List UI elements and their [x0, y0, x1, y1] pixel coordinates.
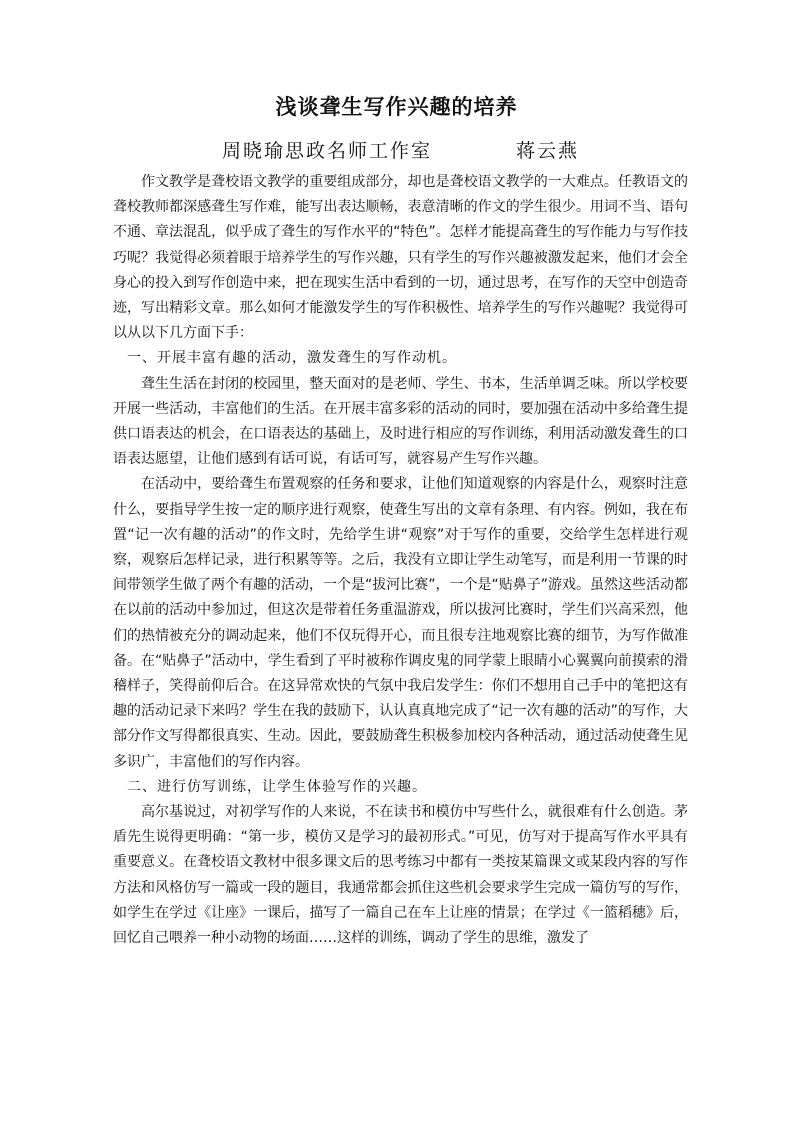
article-title: 浅谈聋生写作兴趣的培养: [275, 95, 518, 119]
section-heading-2: 二、进行仿写训练，让学生体验写作的兴趣。: [127, 778, 427, 795]
author-name: 蒋云燕: [516, 140, 580, 162]
body-paragraph: 在活动中，要给聋生布置观察的任务和要求，让他们知道观察的内容是什么，观察时注意什么，要指导学生按一定的顺序进行观察，使聋生写出的文章有条理、有内容。例如，我在布置“记一次有趣的活动”的作文时，先给学生讲“观察”对于写作的重要，交给学生怎样进行观察，观察后怎样记录，进行积累等等。之后，我没有立即让学生动笔写，而是利用一节课的时间带领学生做了两个有趣的活动，一个是“拔河比赛”，一个是“贴鼻子”游戏。虽然这些活动都在以前的活动中参加过，但这次是带着任务重温游戏，所以拔河比赛时，学生们兴高采烈，他们的热情被充分的调动起来，他们不仅玩得开心，而且很专注地观察比赛的细节，为写作做准备。在“贴鼻子”活动中，学生看到了平时被称作调皮鬼的同学蒙上眼睛小心翼翼向前摸索的滑稽样子，笑得前仰后合。在这异常欢快的气氛中我启发学生：你们不想用自己手中的笔把这有趣的活动记录下来吗？学生在我的鼓励下，认认真真地完成了“记一次有趣的活动”的写作，大部分作文写得都很真实、生动。因此，要鼓励聋生积极参加校内各种活动，通过活动使聋生见多识广，丰富他们的写作内容。: [113, 476, 689, 770]
body-paragraph: 高尔基说过，对初学写作的人来说，不在读书和模仿中写些什么，就很难有什么创造。茅盾先生说得更明确：“第一步，模仿又是学习的最初形式。”可见，仿写对于提高写作水平具有重要意义。在聋校语文教材中很多课文后的思考练习中都有一类按某篇课文或某段内容的写作方法和风格仿写一篇或一段的题目，我通常都会抓住这些机会要求学生完成一篇仿写的写作，如学生在学过《让座》一课后，描写了一篇自己在车上让座的情景；在学过《一篮稻穗》后，回忆自己喂养一种小动物的场面……这样的训练，调动了学生的思维，激发了: [113, 804, 688, 947]
section-heading-1: 一、开展丰富有趣的活动，激发聋生的写作动机。: [127, 350, 457, 367]
studio-name: 周晓瑜思政名师工作室: [222, 140, 433, 162]
intro-paragraph: 作文教学是聋校语文教学的重要组成部分，却也是聋校语文教学的一大难点。任教语文的聋校教师都深感聋生写作难，能写出表达顺畅，表意清晰的作文的学生很少。用词不当、语句不通、章法混乱，似乎成了聋生的写作水平的“特色”。怎样才能提高聋生的写作能力与写作技巧呢？我觉得必须着眼于培养学生的写作兴趣，只有学生的写作兴趣被激发起来，他们才会全身心的投入到写作创造中来，把在现实生活中看到的一切，通过思考，在写作的天空中创造奇迹，写出精彩文章。那么如何才能激发学生的写作积极性、培养学生的写作兴趣呢？我觉得可以从以下几方面下手：: [113, 174, 688, 342]
article-body: [113, 170, 688, 951]
body-paragraph: 聋生生活在封闭的校园里，整天面对的是老师、学生、书本，生活单调乏味。所以学校要开展一些活动，丰富他们的生活。在开展丰富多彩的活动的同时，要加强在活动中多给聋生提供口语表达的机会，在口语表达的基础上，及时进行相应的写作训练，利用活动激发聋生的口语表达愿望，让他们感到有话可说，有话可写，就容易产生写作兴趣。: [113, 375, 688, 468]
